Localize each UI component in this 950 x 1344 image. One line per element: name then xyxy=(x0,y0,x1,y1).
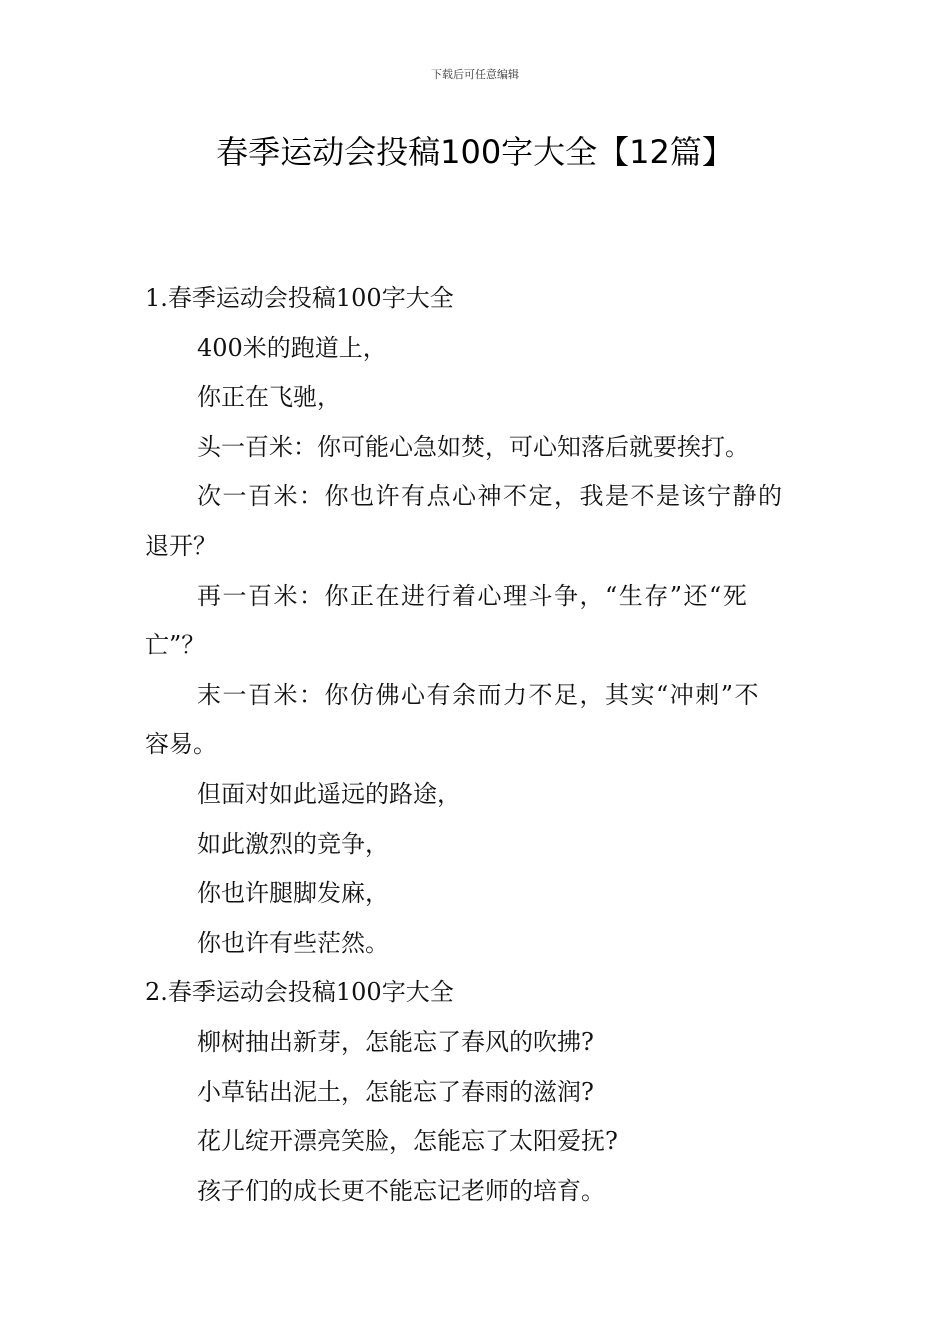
paragraph-line: 容易。 xyxy=(145,730,217,759)
paragraph-line: 花儿绽开漂亮笑脸，怎能忘了太阳爱抚? xyxy=(197,1127,618,1156)
paragraph-line: 你也许有些茫然。 xyxy=(197,928,389,957)
paragraph-line: 400米的跑道上， xyxy=(197,333,387,362)
paragraph-line: 柳树抽出新芽，怎能忘了春风的吹拂? xyxy=(197,1027,594,1056)
header-note: 下载后可任意编辑 xyxy=(431,68,519,81)
section-heading: 2.春季运动会投稿100字大全 xyxy=(145,978,454,1007)
paragraph-line: 亡”？ xyxy=(145,631,206,660)
paragraph-line: 次一百米：你也许有点心神不定，我是不是该宁静的 xyxy=(197,482,784,511)
paragraph-line: 小草钻出泥土，怎能忘了春雨的滋润? xyxy=(197,1077,594,1106)
paragraph-line: 再一百米：你正在进行着心理斗争，“生存”还“死 xyxy=(197,581,749,610)
paragraph-line: 你也许腿脚发麻， xyxy=(197,879,389,908)
paragraph-line: 孩子们的成长更不能忘记老师的培育。 xyxy=(197,1176,605,1205)
paragraph-line: 头一百米：你可能心急如焚，可心知落后就要挨打。 xyxy=(197,432,749,461)
document-title: 春季运动会投稿100字大全【12篇】 xyxy=(216,133,734,171)
paragraph-line: 退开？ xyxy=(145,531,217,560)
paragraph-line: 你正在飞驰， xyxy=(197,383,341,412)
paragraph-line: 末一百米：你仿佛心有余而力不足，其实“冲刺”不 xyxy=(197,680,761,709)
paragraph-line: 但面对如此遥远的路途， xyxy=(197,779,461,808)
paragraph-line: 如此激烈的竞争， xyxy=(197,829,389,858)
section-heading: 1.春季运动会投稿100字大全 xyxy=(145,284,454,312)
document-body xyxy=(145,274,807,1216)
